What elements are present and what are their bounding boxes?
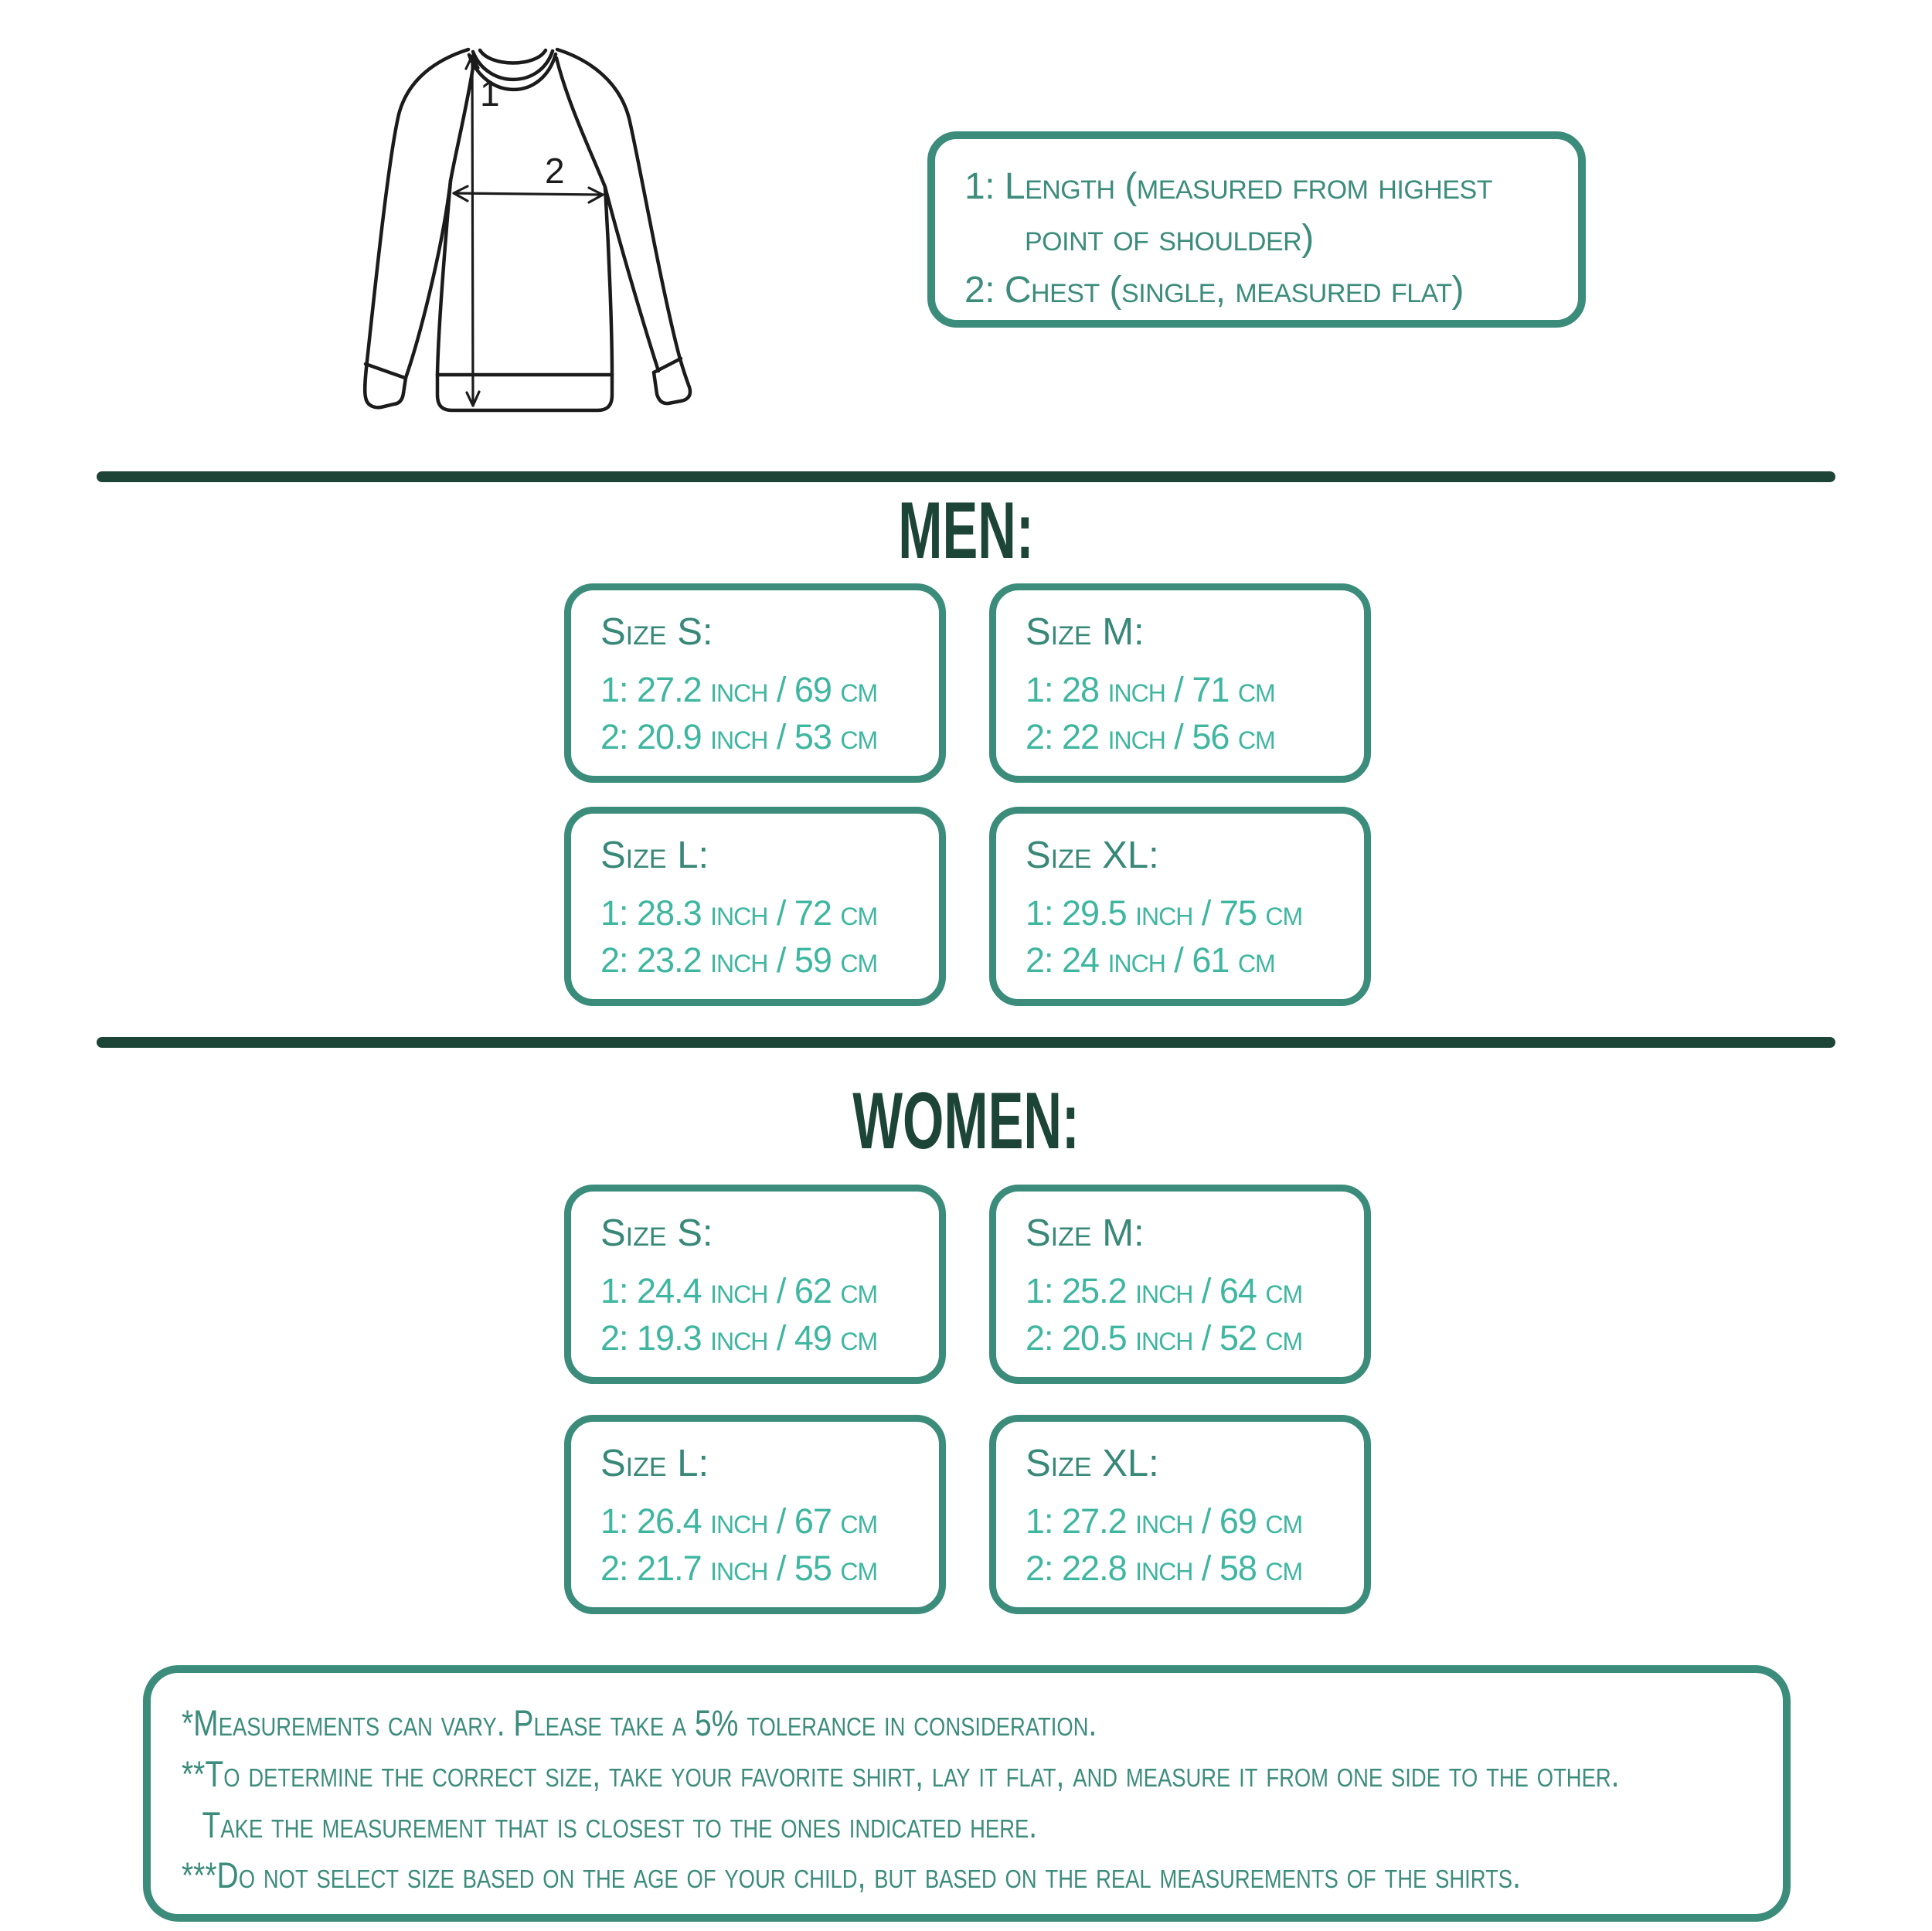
length-marker-label: 1	[480, 73, 500, 114]
size-length-value: 1: 27.2 inch / 69 cm	[1026, 1501, 1303, 1542]
size-card-women-xl	[989, 1415, 1371, 1614]
footnote-how-to-measure-cont: Take the measurement that is closest to the ones indicated here.	[202, 1804, 1038, 1845]
size-label: Size S:	[600, 611, 713, 653]
size-card-men-s	[564, 583, 946, 783]
shirt-diagram	[321, 12, 761, 452]
size-label: Size XL:	[1026, 835, 1159, 876]
size-length-value: 1: 28.3 inch / 72 cm	[600, 893, 878, 933]
size-chest-value: 2: 20.5 inch / 52 cm	[1026, 1317, 1303, 1358]
size-label: Size S:	[600, 1212, 713, 1254]
size-chest-value: 2: 21.7 inch / 55 cm	[600, 1548, 878, 1588]
size-chest-value: 2: 22 inch / 56 cm	[1026, 716, 1275, 756]
chest-arrow	[454, 186, 603, 202]
size-chest-value: 2: 22.8 inch / 58 cm	[1026, 1548, 1303, 1588]
size-length-value: 1: 27.2 inch / 69 cm	[600, 670, 878, 710]
length-arrow	[466, 56, 479, 406]
section-title-men: MEN:	[898, 486, 1034, 576]
footnotes-box	[143, 1665, 1791, 1922]
size-length-value: 1: 24.4 inch / 62 cm	[600, 1271, 878, 1311]
size-card-men-m	[989, 583, 1371, 783]
size-label: Size L:	[600, 835, 709, 876]
footnote-child-size: ***Do not select size based on the age of your child, but based on the real measurements of the shirts.	[182, 1855, 1521, 1896]
legend-line-chest: 2: Chest (single, measured flat)	[964, 270, 1464, 311]
footnote-how-to-measure: **To determine the correct size, take your favorite shirt, lay it flat, and measure it from one side to the other.	[182, 1753, 1620, 1794]
size-chest-value: 2: 23.2 inch / 59 cm	[600, 940, 878, 980]
size-label: Size XL:	[1026, 1443, 1159, 1484]
size-chest-value: 2: 19.3 inch / 49 cm	[600, 1317, 878, 1358]
divider-middle	[97, 1037, 1835, 1048]
size-label: Size M:	[1026, 611, 1145, 653]
size-length-value: 1: 29.5 inch / 75 cm	[1026, 893, 1303, 933]
legend-line-length: 1: Length (measured from highest	[964, 166, 1492, 207]
size-card-women-l	[564, 1415, 946, 1614]
divider-top	[97, 471, 1835, 482]
footnotes-text	[182, 1698, 1753, 1901]
measurement-legend-box	[927, 131, 1586, 328]
size-label: Size M:	[1026, 1212, 1145, 1254]
legend-line-length-cont: point of shoulder)	[1025, 218, 1314, 260]
size-chest-value: 2: 24 inch / 61 cm	[1026, 940, 1275, 980]
size-length-value: 1: 28 inch / 71 cm	[1026, 670, 1275, 710]
size-length-value: 1: 26.4 inch / 67 cm	[600, 1501, 878, 1542]
size-card-women-m	[989, 1185, 1371, 1384]
size-card-women-s	[564, 1185, 946, 1384]
size-chest-value: 2: 20.9 inch / 53 cm	[600, 716, 878, 756]
section-title-women: WOMEN:	[852, 1076, 1080, 1166]
size-label: Size L:	[600, 1443, 709, 1484]
shirt-outline	[365, 49, 690, 410]
size-card-men-l	[564, 807, 946, 1006]
size-card-men-xl	[989, 807, 1371, 1006]
size-length-value: 1: 25.2 inch / 64 cm	[1026, 1271, 1303, 1311]
chest-marker-label: 2	[545, 151, 565, 191]
footnote-tolerance: *Measurements can vary. Please take a 5% tolerance in consideration.	[182, 1702, 1097, 1743]
